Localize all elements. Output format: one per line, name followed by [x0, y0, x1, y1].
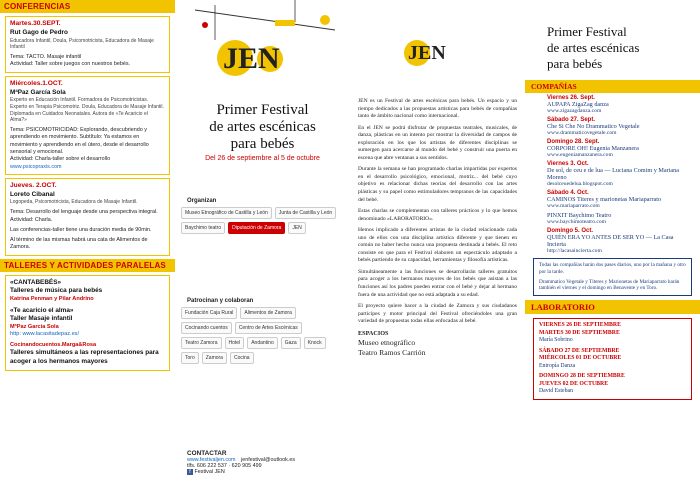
organizer-logo: Diputación de Zamora: [228, 222, 285, 234]
description-paragraph: Hemos implicado a diferentes artistas de la ciudad relacionado cada uno de ellos con una disciplina artística diferente y que tienen en común no haber hecho nunca una propuesta destinada a bebés. El reto consiste en que para el Festival elaboren un espectáculo adaptado a bebés partiendo de su capacidad, herramientas y filosofía artísticas.: [358, 227, 517, 264]
compania-item: [547, 190, 692, 209]
compania-name: QUIÉN ERA YO ANTES DE SER YO — La Casa Incierta: [547, 234, 674, 248]
lab-day: VIERNES 26 DE SEPTIEMBRE: [539, 322, 621, 328]
conference-box-3: [5, 178, 170, 256]
conference-tema: Tema: PSICOMOTRICIDAD: Explorando, descubriendo y aprendiendo en movimiento. Subtítulo: Ya estamos en movimiento y aprendiendo en el útero, desde el desarrollo sensorial y emocional.: [10, 127, 149, 156]
conference-day: Miércoles.1.OCT.: [10, 79, 63, 87]
compania-day: Sábado 27. Sept.: [547, 117, 596, 123]
compania-web-link[interactable]: www.eugeniamanzanera.com: [547, 152, 613, 158]
lab-day: DOMINGO 28 DE SEPTIEMBRE: [539, 373, 625, 380]
lab-item: [539, 322, 686, 345]
companias-header: COMPAÑÍAS: [525, 80, 700, 93]
espacio-item: Museo etnográfico: [358, 338, 416, 348]
compania-web-link[interactable]: www.baychimoteatro.com: [547, 219, 606, 225]
lab-day: SÁBADO 27 DE SEPTIEMBRE: [539, 347, 620, 354]
compania-item: [547, 139, 692, 158]
compania-day: Sábado 4. Oct.: [547, 190, 589, 196]
compania-name: CAMINOS Titeres y marionetas Mariaparrato: [547, 196, 662, 203]
compania-day: Viernes 3. Oct.: [547, 161, 589, 167]
conference-actividad: Actividad: Charla-taller sobre el desarrollo: [10, 156, 111, 163]
collaborator-logo: Knock: [304, 337, 326, 349]
description-paragraph: Simultáneamente a las funciones se desarrollarán talleres gratuitos para acoger a los hermanos mayores de los bebés que asistan a las funciones así los padres pueden entrar con el bebé y dejar al hermano fuera de una actividad que no está adaptada a su edad.: [358, 268, 517, 298]
lab-item: [539, 373, 686, 396]
festival-dates: Del 26 de septiembre al 5 de octubre: [205, 155, 320, 162]
companias-notes: [533, 258, 692, 296]
collaborator-logo: Cocinando cuentos: [181, 322, 232, 334]
festival-title-line2: de artes escénicas: [209, 119, 316, 135]
lab-day: MIÉRCOLES 01 DE OCTUBRE: [539, 355, 622, 362]
compania-web-link[interactable]: www.drammaticovegetale.com: [547, 130, 617, 136]
festival-title-line3: para bebés: [230, 136, 295, 152]
facebook-icon[interactable]: f: [187, 469, 193, 475]
organizer-logo: Baychimo teatro: [181, 222, 225, 234]
conference-duration-note: Las conferencias-taller tiene una duración media de 90min.: [10, 226, 152, 233]
compania-item: [547, 161, 692, 187]
compania-day: Domingo 5. Oct.: [547, 228, 594, 234]
speaker-desc: Logopeda, Psicomotricista, Educadora de Masaje Infantil.: [10, 199, 138, 206]
compania-name: CORPORE OH! Eugenia Manzanera: [547, 145, 639, 152]
compania-day: Domingo 28. Sept.: [547, 139, 600, 145]
lab-day: JUEVES 02 DE OCTUBRE: [539, 380, 609, 387]
festival-title-line2: de artes escénicas: [547, 40, 640, 55]
facebook-label[interactable]: Festival JEN: [194, 469, 225, 475]
compania-name: De sol, de ceu e de lua — Luciana Comim y Mariana Moreno: [547, 167, 679, 181]
jen-logo-small: [408, 42, 446, 65]
organizers-logos: [175, 207, 350, 234]
compania-item: [547, 117, 692, 136]
compania-item: [547, 212, 692, 225]
jen-logo-small-text: JEN: [408, 42, 446, 64]
espacios-label: ESPACIOS: [358, 329, 389, 337]
compania-web-link[interactable]: www.zigazagdanza.com: [547, 108, 602, 114]
speaker-name: Loreto Cibanal: [10, 190, 55, 198]
speaker-name: Rut Gago de Pedro: [10, 28, 68, 36]
panel-conferencias: [0, 0, 175, 491]
collaborator-logo: Toro: [181, 352, 199, 364]
collaborator-logo: Fundación Caja Rural: [181, 307, 237, 319]
speaker-web-link[interactable]: www.psicopraxis.com: [10, 163, 62, 170]
festival-web-link[interactable]: www.festivaljen.com: [187, 457, 236, 463]
conferencias-header: CONFERENCIAS: [0, 0, 175, 13]
lab-day: MARTES 30 DE SEPTIEMBRE: [539, 329, 620, 336]
festival-phones: tlfs. 606 222 537 · 620 905 499: [187, 463, 262, 469]
note-two-shows: Todas las compañías harán dos pases diarios, uno por la mañana y otro por la tarde.: [539, 262, 686, 275]
compania-name: AUPAPA ZigaZag danza: [547, 101, 609, 108]
conference-day: Jueves. 2.OCT.: [10, 181, 57, 189]
conference-day: Martes.30.SEPT.: [10, 20, 61, 27]
conference-actividad: Actividad: Taller sobre juegos con nuestros bebés.: [10, 61, 131, 68]
panel-companias: [525, 0, 700, 491]
conference-tema: Tema: TACTO. Masaje infantil: [10, 54, 82, 61]
festival-title-line1: Primer Festival: [216, 102, 309, 118]
lab-artist: María Sobrino: [539, 337, 573, 344]
espacio-item: Teatro Ramos Carrión: [358, 348, 426, 358]
collaborator-logo: Centro de Artes Escénicas: [235, 322, 302, 334]
conference-actividad: Actividad: Charla.: [10, 216, 53, 223]
organizer-logo: Junta de Castilla y León: [275, 207, 336, 219]
compania-web-link[interactable]: http://lacasaincierta.com: [547, 248, 602, 254]
compania-day: Viernes 26. Sept.: [547, 95, 595, 101]
speaker-desc: Experto en Educación Infantil. Formadora de Psicomotricistas. Experto en Terapia Psicomotriz. Doula, Educadora de Masaje Infantil. Diplomada en Cuidados Neonatales. Autora de «Te Acaricio el Alma?»: [10, 97, 164, 124]
taller-2-subtitle: Taller Masaje infantil: [10, 315, 73, 323]
taller-3-subtitle: Talleres simultáneos a las representaciones para acoger a los hermanos mayores: [10, 349, 159, 366]
speaker-desc: Educadora Infantil, Doula, Psicomotricista, Educadora de Masaje Infantil: [10, 37, 154, 51]
conference-cata-note: Al término de las mismas habrá una cata de Alimentos de Zamora.: [10, 237, 148, 251]
organizan-label: Organizan: [187, 198, 217, 204]
taller-1-names: Katrina Penman y Pilar Andrino: [10, 295, 94, 302]
taller-2-title: «Te acaricio el alma»: [10, 306, 74, 314]
jen-logo: [175, 38, 350, 84]
panel-cover: [175, 0, 350, 491]
jen-logo-text: JEN: [223, 42, 280, 75]
laboratorio-box: [533, 318, 692, 400]
talleres-box: [5, 275, 170, 371]
collaborator-logo: Gaza: [281, 337, 301, 349]
collaborators-logos: [175, 307, 350, 364]
festival-email[interactable]: jenfestival@outlook.es: [241, 457, 296, 463]
compania-item: [547, 95, 692, 114]
description-paragraph: JEN es un Festival de artes escénicas para bebés. Un espacio y un tiempo dedicados a las propuestas artísticas para bebés de compañías tanto de ámbito nacional como internacional.: [358, 98, 517, 120]
companias-list: [525, 93, 700, 254]
lab-artist: Entropía Danza: [539, 362, 576, 369]
lab-item: [539, 348, 686, 371]
organizer-logo: Museo Etnográfico de Castilla y León: [181, 207, 272, 219]
collaborator-logo: Teatro Zamora: [181, 337, 222, 349]
compania-name: PINXIT Baychimo Teatro: [547, 212, 612, 219]
description-paragraph: Durante la semana se han programado charlas impartidas por expertos en el desarrollo psicológico, emocional, motriz... del bebé cuyo objetivo es relacionar dichas teorías del desarrollo con las artes plásticas y su papel como estimuladores tempranos de las capacidades del bebé.: [358, 166, 517, 203]
conference-tema: Tema: Desarrollo del lenguaje desde una perspectiva integral.: [10, 209, 158, 216]
laboratorio-header: LABORATORIO: [525, 300, 700, 314]
description-paragraph: El proyecto quiere hacer a la ciudad de Zamora y sus ciudadanos partícipes y motor principal del Festival ofreciéndoles una gran variedad de propuestas todas ellas enfocadas al bebé.: [358, 303, 517, 325]
panel-descripcion: [350, 0, 525, 491]
compania-item: [547, 228, 692, 254]
taller-3-title: Cocinandocuentos.Marga&Rosa: [10, 341, 97, 348]
description-paragraph: Estas charlas se complementan con talleres prácticos y lo que hemos denominado «LABORATORIO».: [358, 208, 517, 222]
conference-box-1: [5, 16, 170, 73]
collaborator-logo: Andantino: [247, 337, 278, 349]
description-paragraph: En el JEN se podrá disfrutar de propuestas teatrales, musicales, de danza, plásticas en un intento por mostrar la diversidad de campos de exploración en los que los artistas de diferentes disciplinas se sumergen para acercarse al mundo del bebé y construir una puerta en escena que abre ventanas a sus sentidos.: [358, 124, 517, 161]
taller-1-title: «CANTABEBÉS»: [10, 278, 62, 286]
organizer-logo: JEN: [288, 222, 305, 234]
collaborator-logo: Cocina: [230, 352, 254, 364]
talleres-header: TALLERES Y ACTIVIDADES PARALELAS: [0, 259, 175, 272]
compania-name: Che Si Che No Drammatico Vegetale: [547, 123, 640, 130]
collaborator-logo: Hotel: [225, 337, 245, 349]
conference-box-2: [5, 76, 170, 175]
compania-web-link[interactable]: desolceuedelua.blogspot.com: [547, 181, 613, 187]
patrocinan-label: Patrocinan y colaboran: [187, 298, 254, 304]
compania-web-link[interactable]: www.mariaparrato.com: [547, 203, 600, 209]
collaborator-logo: Alimentos de Zamora: [240, 307, 296, 319]
festival-title-line3: para bebés: [547, 56, 603, 71]
collaborator-logo: Zamora: [202, 352, 227, 364]
festival-title-line1: Primer Festival: [547, 24, 627, 39]
taller-2-name: MªPaz García Sola: [10, 323, 59, 330]
taller-2-web-link[interactable]: http: www.lacasitadepaz.es/: [10, 331, 80, 338]
contactar-label: CONTACTAR: [187, 450, 227, 457]
lab-artist: David Esteban: [539, 388, 573, 395]
note-benavente-toro: Drammatico Vegetale y Títeres y Marionetas de Mariaparrato harán también el viernes y el domingo en Benavente y en Toro.: [539, 278, 680, 292]
speaker-name: MªPaz García Sola: [10, 88, 66, 96]
taller-1-subtitle: Talleres de música para bebés: [10, 287, 103, 295]
